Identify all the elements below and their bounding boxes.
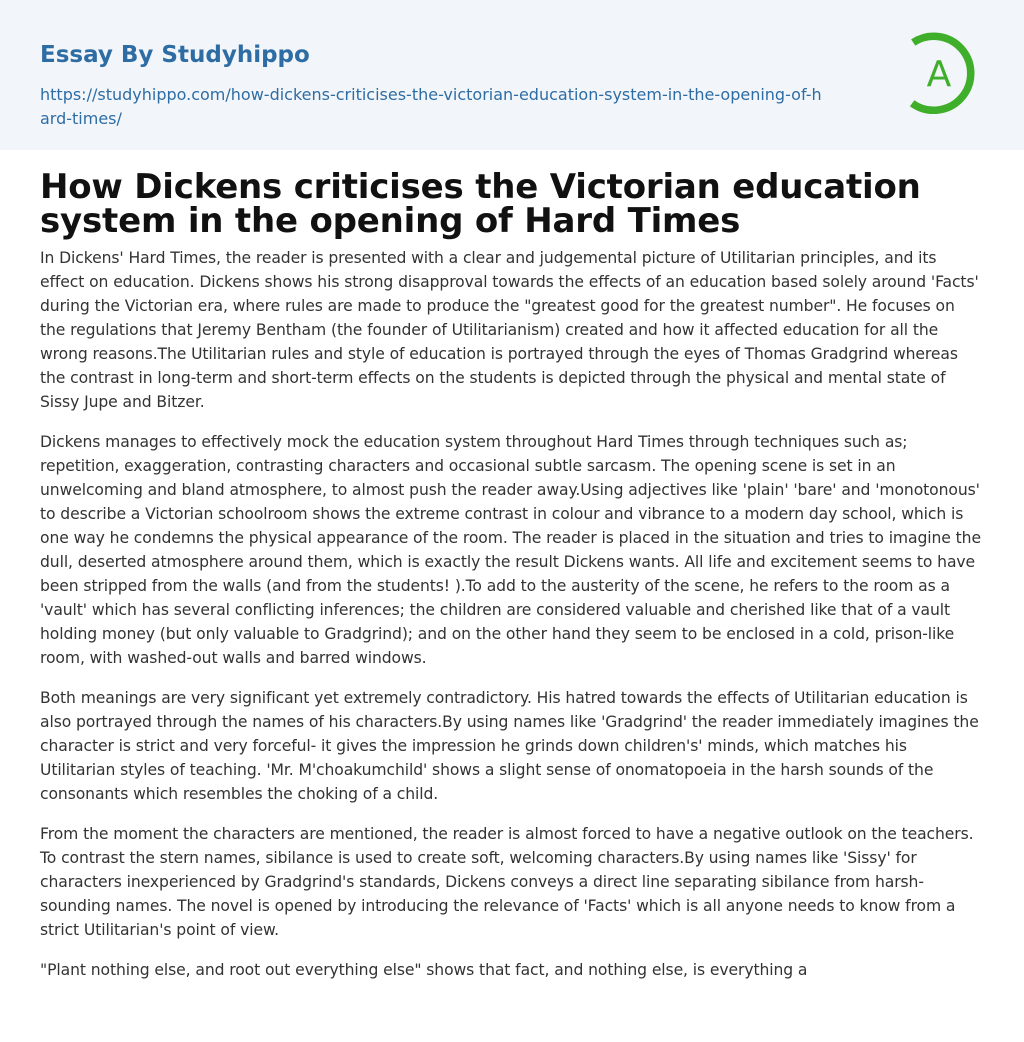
essay-paragraph-3: Both meanings are very significant yet extremely contradictory. His hatred towards the effects of Utilitarian education is also portrayed through the names of his characters.By using names like 'Gradgrind' the reader immediately imagines the character is strict and very forceful- it gives the impression he grinds down children's' minds, which matches his Utilitarian styles of teaching. 'Mr. M'choakumchild' shows a slight sense of onomatopoeia in the harsh sounds of the consonants which resembles the choking of a child. — [40, 689, 979, 803]
svg-text:A: A — [926, 54, 952, 95]
essay-paragraph-4: From the moment the characters are mentioned, the reader is almost forced to have a negative outlook on the teachers. To contrast the stern names, sibilance is used to create soft, welcoming characters.By using names like 'Sissy' for characters inexperienced by Gradgrind's standards, Dickens conveys a direct line separating sibilance from harsh-sounding names. The novel is opened by introducing the relevance of 'Facts' which is all anyone needs to know from a strict Utilitarian's point of view. — [40, 825, 974, 939]
essay-paragraph-5: "Plant nothing else, and root out everything else" shows that fact, and nothing else, is everything a — [40, 961, 808, 979]
essay-url-link[interactable]: https://studyhippo.com/how-dickens-criticises-the-victorian-education-system-in-the-opening-of-hard-times/ — [40, 85, 822, 128]
brand-title[interactable]: Essay By Studyhippo — [40, 42, 310, 68]
essay-paragraph-1: In Dickens' Hard Times, the reader is presented with a clear and judgemental picture of Utilitarian principles, and its effect on education. Dickens shows his strong disapproval towards the effects of an education based solely around 'Facts' during the Victorian era, where rules are made to produce the "greatest good for the greatest number". He focuses on the regulations that Jeremy Bentham (the founder of Utilitarianism) created and how it affected education for all the wrong reasons.The Utilitarian rules and style of education is portrayed through the eyes of Thomas Gradgrind whereas the contrast in long-term and short-term effects on the students is depicted through the physical and mental state of Sissy Jupe and Bitzer. — [40, 249, 979, 411]
essay-title: How Dickens criticises the Victorian education system in the opening of Hard Times — [40, 167, 921, 241]
article-content — [0, 167, 1024, 982]
site-header — [0, 0, 1024, 150]
studyhippo-logo-icon[interactable] — [903, 28, 987, 116]
essay-paragraph-2: Dickens manages to effectively mock the education system throughout Hard Times through techniques such as; repetition, exaggeration, contrasting characters and occasional subtle sarcasm. The opening scene is set in an unwelcoming and bland atmosphere, to almost push the reader away.Using adjectives like 'plain' 'bare' and 'monotonous' to describe a Victorian schoolroom shows the extreme contrast in colour and vibrance to a modern day school, which is one way he condemns the physical appearance of the room. The reader is placed in the situation and tries to imagine the dull, deserted atmosphere around them, which is exactly the result Dickens wants. All life and excitement seems to have been stripped from the walls (and from the students! ).To add to the austerity of the scene, he refers to the room as a 'vault' which has several conflicting inferences; the children are considered valuable and cherished like that of a vault holding money (but only valuable to Gradgrind); and on the other hand they seem to be enclosed in a cold, prison-like room, with washed-out walls and barred windows. — [40, 433, 981, 667]
